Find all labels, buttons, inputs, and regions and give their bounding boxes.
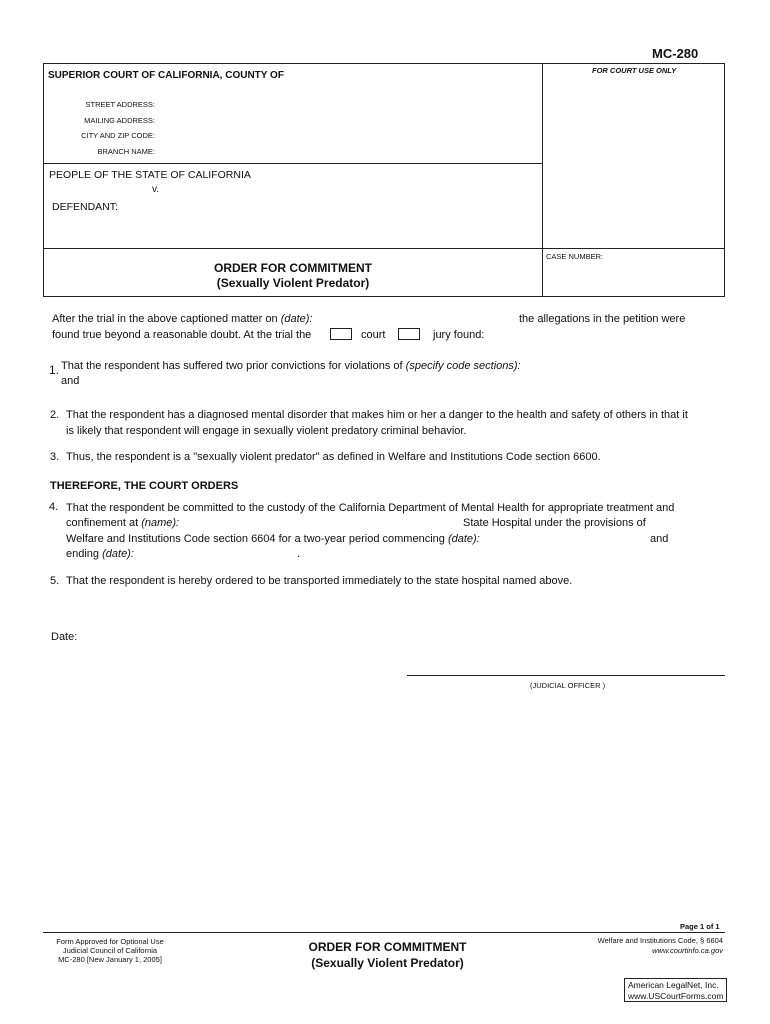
item1-number: 1. <box>49 363 60 377</box>
caption-title-separator <box>43 248 725 249</box>
form-id: MC-280 <box>652 46 699 61</box>
caption-separator <box>43 163 543 164</box>
footer-title-line2: (Sexually Violent Predator) <box>311 956 464 970</box>
item4-and: and <box>650 533 669 545</box>
form-approval-line1: Form Approved for Optional Use <box>56 937 164 946</box>
footer-divider <box>43 932 725 933</box>
code-reference <box>555 936 723 956</box>
intro-found: found true beyond a reasonable doubt. At the trial the <box>52 329 312 341</box>
legalnet-badge[interactable] <box>624 978 727 1002</box>
order-title: ORDER FOR COMMITMENT <box>214 261 372 275</box>
item4-line1: That the respondent be committed to the custody of the California Department of Mental Health for appropriate treatment and <box>66 502 675 514</box>
signature-line <box>407 675 725 676</box>
order-subtitle: (Sexually Violent Predator) <box>216 276 370 290</box>
court-label: court <box>361 329 386 341</box>
court-title: SUPERIOR COURT OF CALIFORNIA, COUNTY OF <box>48 70 284 81</box>
page-number: Page 1 of 1 <box>680 922 720 931</box>
item4-number: 4. <box>49 501 59 513</box>
jury-label: jury found: <box>433 329 485 341</box>
item5-number: 5. <box>50 575 60 587</box>
footer-title-line1: ORDER FOR COMMITMENT <box>308 940 467 954</box>
judicial-officer-label: (JUDICIAL OFFICER ) <box>530 681 606 690</box>
mailing-address-label: MAILING ADDRESS: <box>84 116 155 125</box>
item4-line3: Welfare and Institutions Code section 6604 for a two-year period commencing (date): <box>66 533 480 545</box>
item3-text: Thus, the respondent is a "sexually violent predator" as defined in Welfare and Institutions Code section 6600. <box>66 451 601 463</box>
case-number-label: CASE NUMBER: <box>546 252 604 261</box>
item3-number: 3. <box>50 451 60 463</box>
item4-confinement: confinement at (name): <box>66 517 180 529</box>
date-label: Date: <box>51 631 78 643</box>
street-address-label: STREET ADDRESS: <box>85 100 155 109</box>
people-label: PEOPLE OF THE STATE OF CALIFORNIA <box>49 169 251 181</box>
form-approval-line3: MC-280 [New January 1, 2005] <box>58 955 162 964</box>
item1-and: and <box>61 375 80 387</box>
item2-number: 2. <box>50 409 60 421</box>
branch-name-label: BRANCH NAME: <box>97 147 155 156</box>
court-orders-heading: THEREFORE, THE COURT ORDERS <box>50 480 239 492</box>
item4-state-hospital: State Hospital under the provisions of <box>463 517 646 529</box>
code-reference-line1: Welfare and Institutions Code, § 6604 <box>597 936 723 945</box>
court-use-label: FOR COURT USE ONLY <box>592 66 677 75</box>
form-approval-line2: Judicial Council of California <box>62 946 158 955</box>
court-checkbox[interactable] <box>330 328 352 340</box>
item1-text: That the respondent has suffered two prior convictions for violations of (specify code sections): <box>61 360 521 372</box>
versus-label: v. <box>152 184 160 195</box>
item4-period: . <box>297 548 301 560</box>
courtinfo-link[interactable]: www.courtinfo.ca.gov <box>652 946 723 955</box>
city-zip-label: CITY AND ZIP CODE: <box>81 131 155 140</box>
legalnet-line1: American LegalNet, Inc. <box>628 980 719 990</box>
item2-line1: That the respondent has a diagnosed mental disorder that makes him or her a danger to the health and safety of others in that it <box>66 409 688 421</box>
item5-text: That the respondent is hereby ordered to be transported immediately to the state hospital named above. <box>66 575 573 587</box>
intro-text: After the trial in the above captioned matter on (date): <box>52 313 313 325</box>
intro-allegations: the allegations in the petition were <box>519 313 686 325</box>
legalnet-line2: www.USCourtForms.com <box>628 991 724 1001</box>
item4-ending: ending (date): <box>66 548 134 560</box>
jury-checkbox[interactable] <box>398 328 420 340</box>
footer-title <box>290 939 485 971</box>
caption-divider <box>542 63 543 297</box>
defendant-label: DEFENDANT: <box>52 201 118 213</box>
item2-line2: is likely that respondent will engage in sexually violent predatory criminal behavior. <box>66 425 467 437</box>
form-approval-info <box>45 937 175 964</box>
